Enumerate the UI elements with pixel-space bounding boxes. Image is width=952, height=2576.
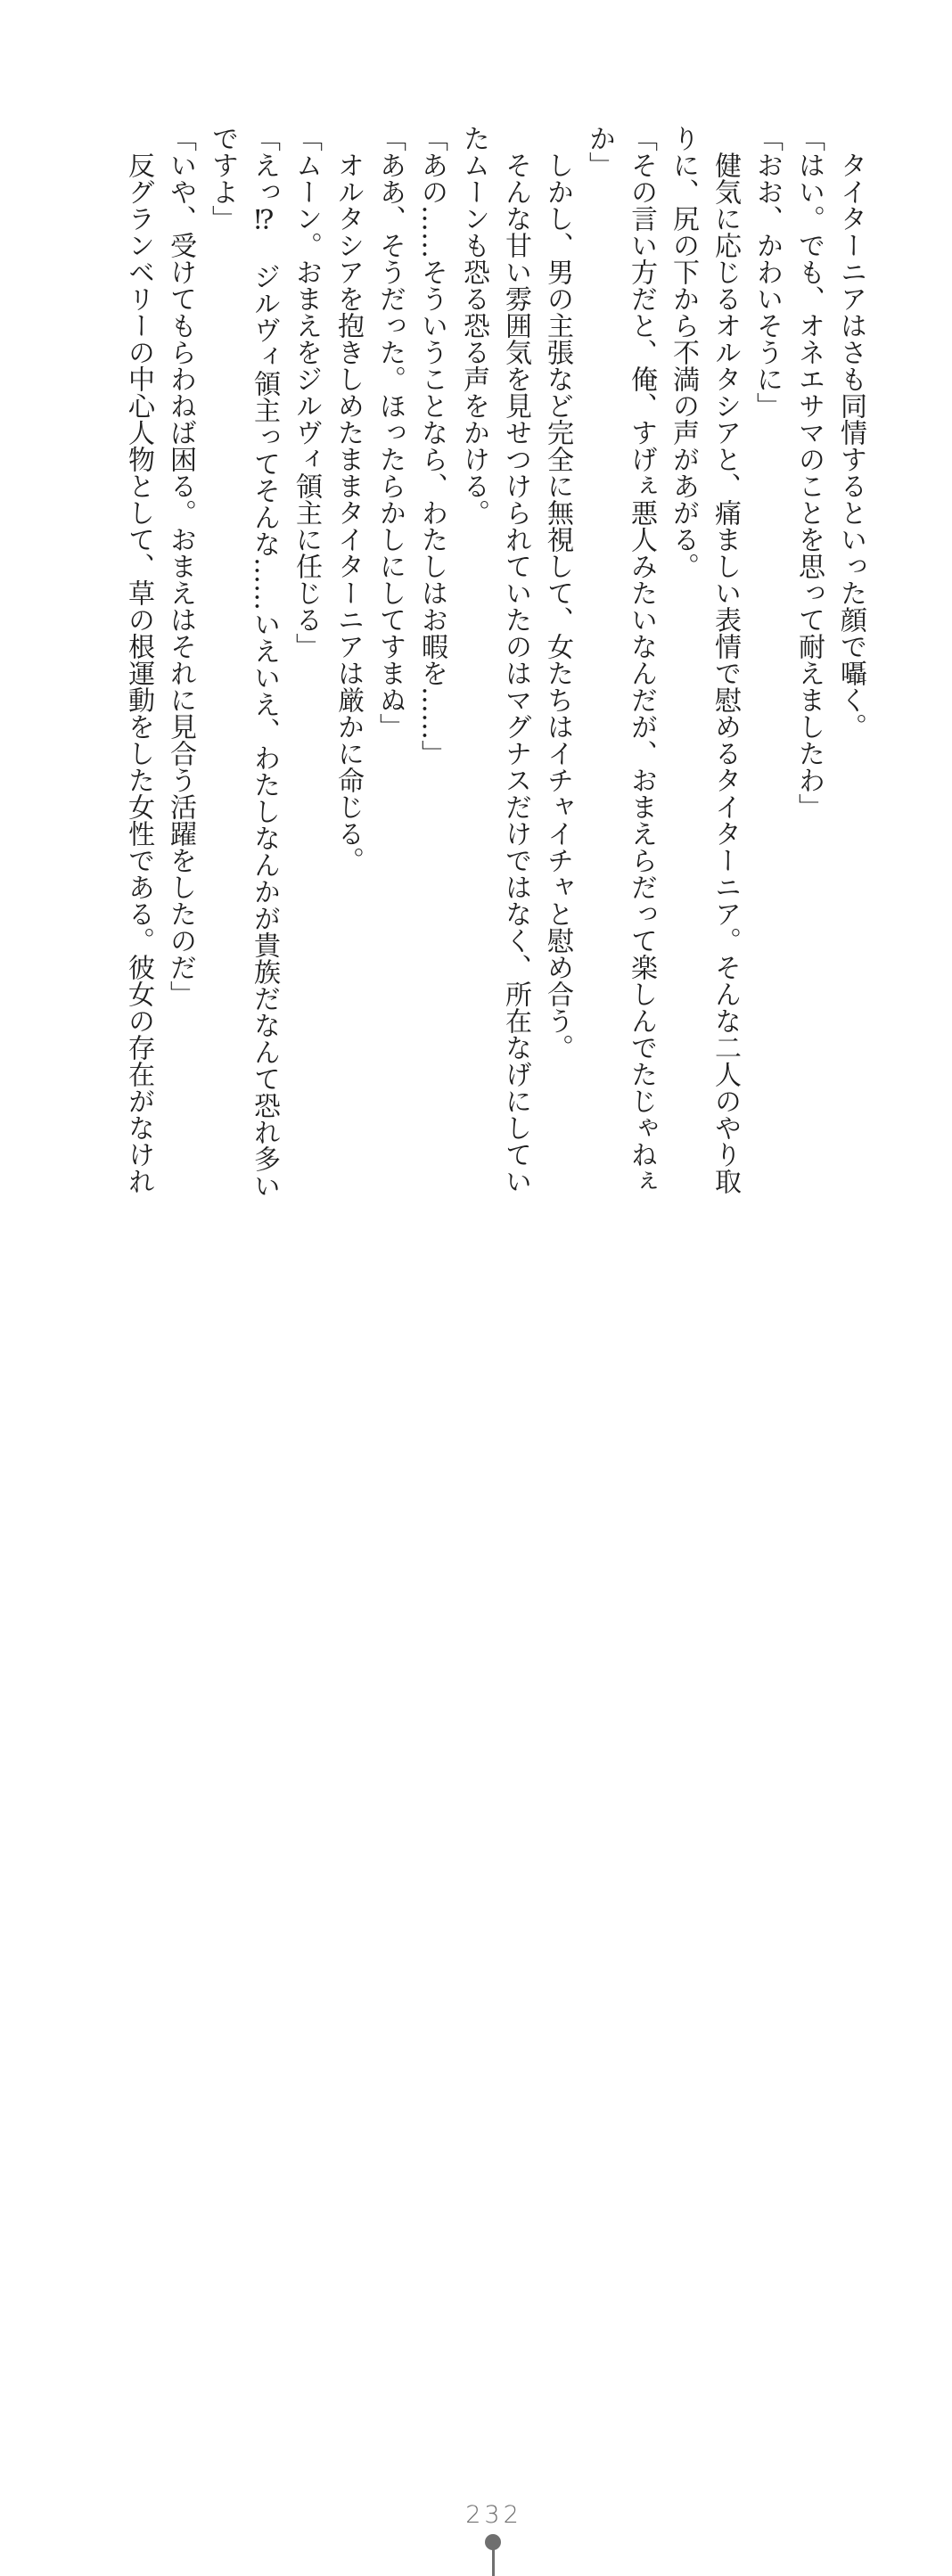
page-footer [0,1239,952,2529]
paragraph: しかし、男の主張など完全に無視して、女たちはイチャイチャと慰め合う。 [542,152,573,1061]
paragraph: そんな甘い雰囲気を見せつけられていたのはマグナスだけではなく、所在なげにしていたムーンも恐る恐る声をかける。 [458,125,531,1194]
paragraph: 「ああ、そうだった。ほったらかしにしてすまぬ」 [374,125,406,740]
text-body [118,125,872,1203]
paragraph: オルタシアを抱きしめたままタイターニアは厳かに命じる。 [332,152,364,874]
paragraph: 「いや、受けてもらわねば困る。おまえはそれに見合う活躍をしたのだ」 [165,125,196,1007]
paragraph: 「えっ⁉ ジルヴィ領主ってそんな……いえいえ、わたしなんかが貴族だなんて恐れ多いですよ」 [207,125,280,1199]
paragraph: 「おお、かわいそうに」 [751,125,783,419]
paragraph: タイターニアはさも同情するといった顔で囁く。 [835,152,866,740]
paragraph: 「はい。でも、オネエサマのことを思って耐えましたわ」 [793,125,825,820]
footer-stem-line [492,2547,495,2576]
paragraph: 「ムーン。おまえをジルヴィ領主に任じる」 [291,125,322,660]
page-number: 232 [465,2501,522,2529]
paragraph: 健気に応じるオルタシアと、痛ましい表情で慰めるタイターニア。そんな二人のやり取りに、尻の下から不満の声があがる。 [668,125,741,1194]
paragraph: 反グランベリーの中心人物として、草の根運動をした女性である。彼女の存在がなけれ [123,152,154,1194]
paragraph: 「あの……そういうことなら、わたしはお暇を……」 [416,125,447,767]
paragraph: 「その言い方だと、俺、すげぇ悪人みたいなんだが、おまえらだって楽しんでたじゃねぇか」 [584,125,657,1194]
